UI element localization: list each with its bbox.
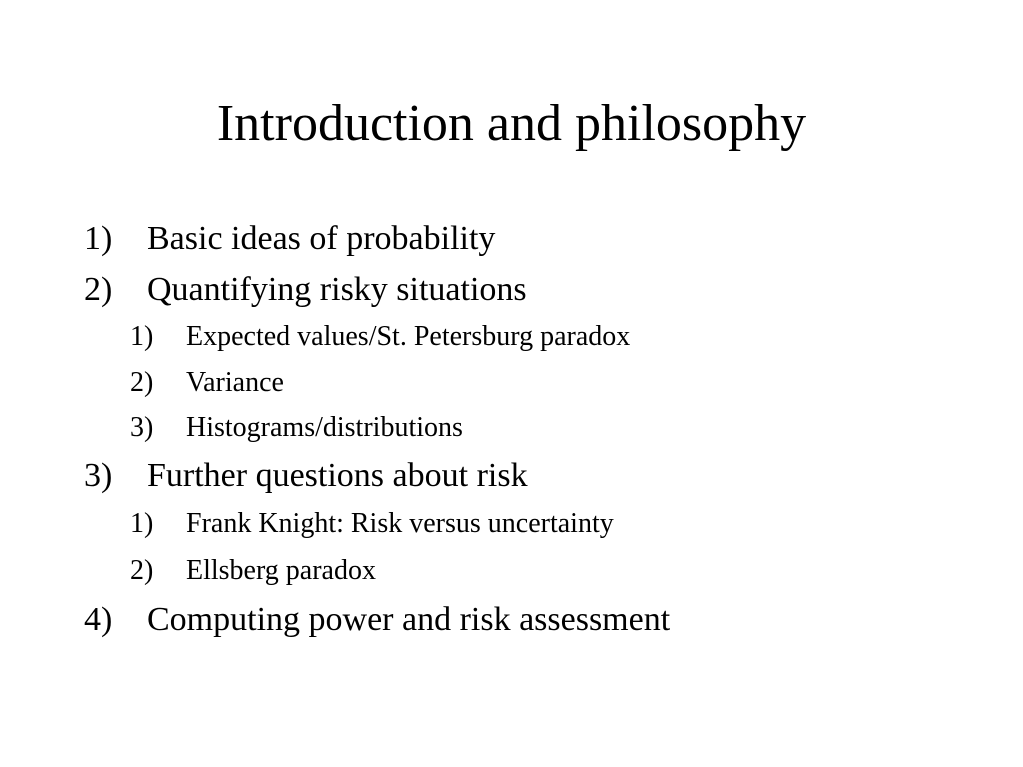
outline-item-text: Ellsberg paradox	[186, 555, 376, 586]
outline-item-text: Computing power and risk assessment	[147, 601, 671, 638]
outline-item-text: Variance	[186, 367, 284, 398]
outline-item-number: 3)	[84, 457, 113, 494]
outline-item-number: 1)	[130, 321, 154, 352]
outline-item-text: Expected values/St. Petersburg paradox	[186, 321, 631, 352]
outline-item-text: Frank Knight: Risk versus uncertainty	[186, 508, 614, 539]
outline-item-number: 4)	[84, 601, 113, 638]
outline-item-number: 2)	[84, 271, 113, 308]
outline-item-text: Basic ideas of probability	[147, 220, 496, 257]
outline-item-text: Further questions about risk	[147, 457, 528, 494]
outline-item-text: Quantifying risky situations	[147, 271, 527, 308]
outline-item-number: 2)	[130, 367, 154, 398]
outline-item-number: 1)	[130, 508, 154, 539]
slide-title: Introduction and philosophy	[216, 95, 807, 152]
outline-item-number: 2)	[130, 555, 154, 586]
outline-item-number: 1)	[84, 220, 113, 257]
outline-item-number: 3)	[130, 412, 154, 443]
outline-item-text: Histograms/distributions	[186, 412, 463, 443]
